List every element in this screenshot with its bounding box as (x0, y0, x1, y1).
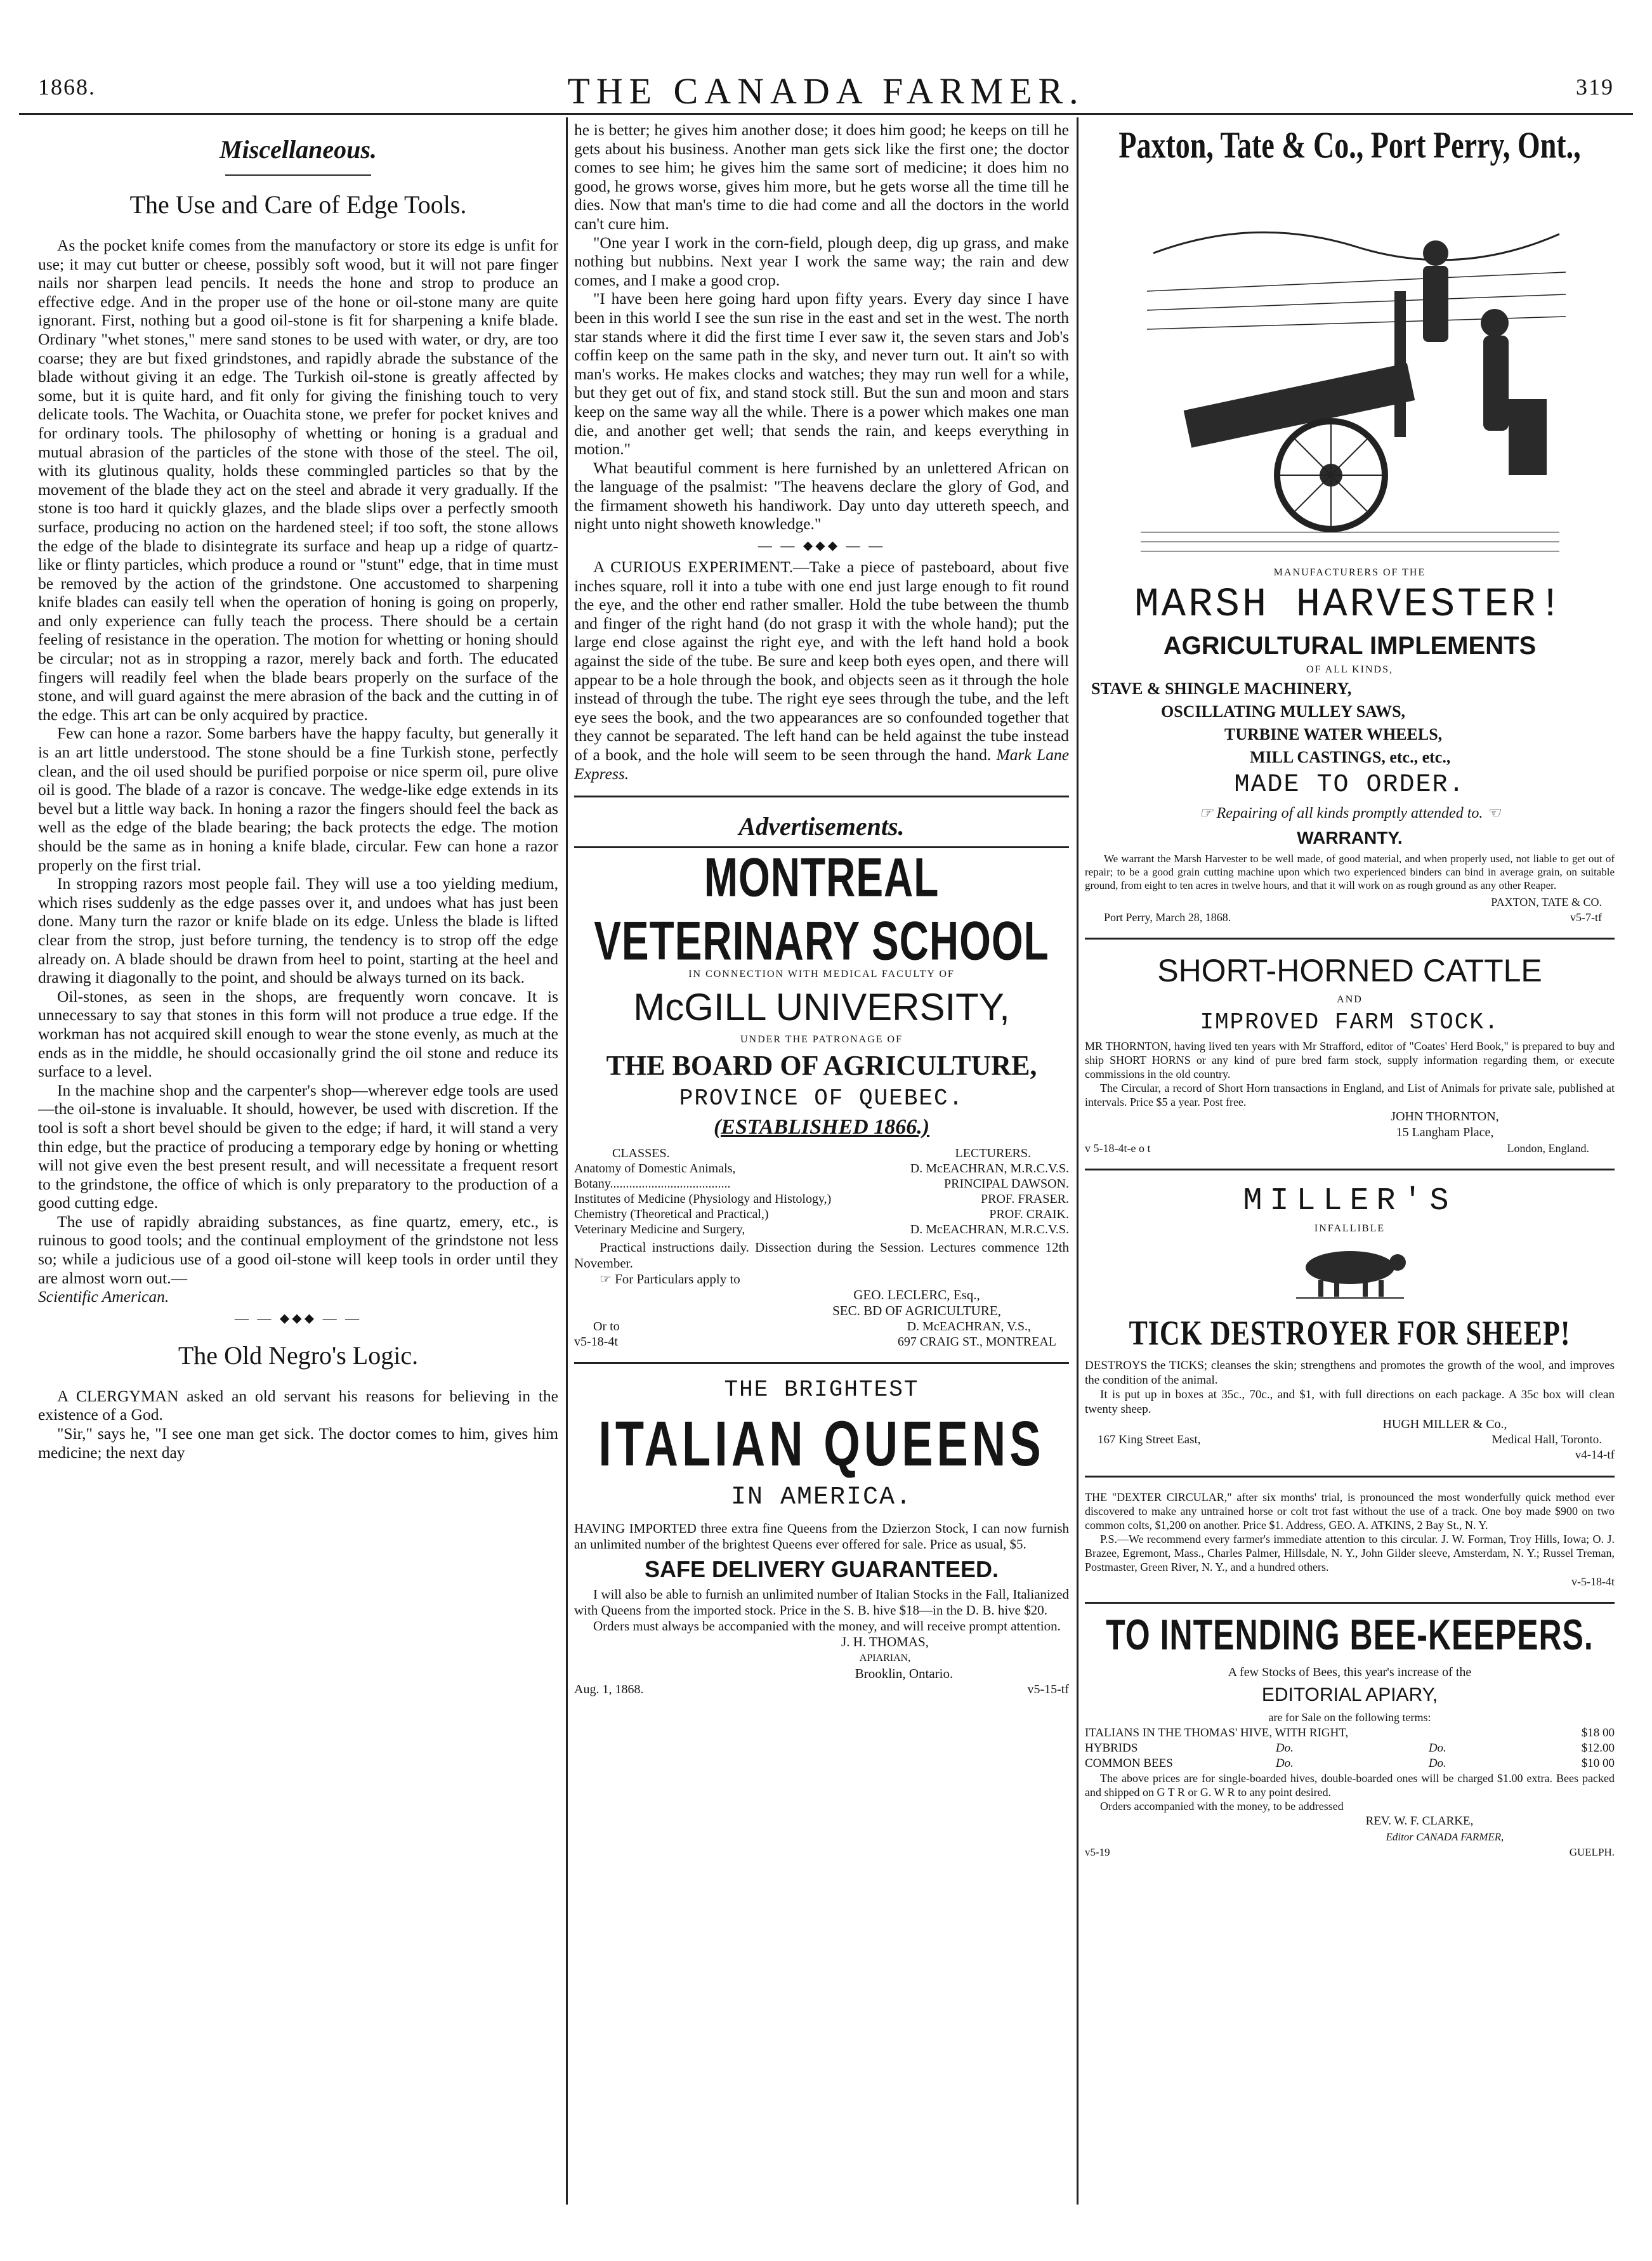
ad-vet-apply: ☞ For Particulars apply to (600, 1271, 740, 1287)
ad-cattle-text: MR THORNTON, having lived ten years with Mr Strafford, editor of "Coates' Herd Book," is prepared to buy and ship SHORT HORNS or any kind of pure bred farm stock, supply information regarding them, or execute commissions in the old country. (1085, 1040, 1615, 1080)
ad-address: Medical Hall, Toronto. (1491, 1433, 1602, 1446)
ad-paxton-all-kinds: OF ALL KINDS, (1306, 664, 1393, 675)
ad-paxton-harvester: MARSH HARVESTER! (1134, 582, 1565, 628)
table-row (574, 1222, 1069, 1237)
paragraph: Few can hone a razor. Some barbers have the happy faculty, but generally it is an art little understood. The stone should be a fine Turkish stone, perfectly clean, and the oil used should be purified porpoise or nice sperm oil, pure olive oil is good. The blade of a razor is concave. The wedge-like edge extends in its bevel but a little way back. In honing a razor the fingers should feel the back as well as the edge of the blade bearing; the back protects the edge. The motion should be the same as in honing a knife blade, circular. Few can hone a razor properly on the first trial. (38, 724, 558, 874)
ad-queens-text: HAVING IMPORTED three extra fine Queens from the Dzierzon Stock, I can now furnish an unlimited number of the brightest Queens ever offered for sale. Price as usual, $5. (574, 1521, 1069, 1552)
ad-dexter-ps: P.S.—We recommend every farmer's immediate attention to this circular. J. W. Forman, Troy Hills, Iowa; O. J. Brazee, Egremont, Mass., Charles Palmer, Hillsdale, N. Y., John Gilder sleeve, Amsterdam, N. Y.; Russel Treman, Postmaster, Green River, N. Y., and a hundred others. (1085, 1533, 1615, 1573)
ad-short-horned-cattle (1085, 952, 1615, 1156)
bee-type: HYBRIDS (1085, 1741, 1138, 1755)
article-title-edge-tools: The Use and Care of Edge Tools. (129, 190, 467, 219)
bee-price: $18 00 (1581, 1726, 1615, 1740)
ad-vet-title: MONTREAL VETERINARY SCHOOL (594, 846, 1049, 972)
ad-paxton-footer (1085, 910, 1615, 925)
paragraph: In stropping razors most people fail. They will use a too yielding medium, which rises suddenly as the edge passes over it, and undoes what has just been done. Many turn the razor or knife blade on its edge. Unless the blade is lifted clear from the strop, just before turning, the tendency is to strop off the edge already on. A blade should be drawn from heel to point, starting at the heel and drawing it diagonally to the point, and should be always turned on its back. (38, 874, 558, 987)
ad-bees-terms: are for Sale on the following terms: (1268, 1711, 1431, 1724)
lecturers-heading: LECTURERS. (955, 1146, 1031, 1161)
experiment-credit: Mark Lane Express. (574, 745, 1069, 783)
ad-code: v5-18-4t (574, 1335, 618, 1349)
ad-miller-tick: TICK DESTROYER FOR SHEEP! (1129, 1313, 1571, 1353)
article-body-negro-logic (38, 1387, 558, 1462)
sheep-icon (1290, 1241, 1410, 1301)
ad-bees-text2: Orders accompanied with the money, to be addressed (1100, 1800, 1344, 1812)
lecturer-name: PRINCIPAL DAWSON. (944, 1177, 1069, 1191)
article-body-edge-tools (38, 236, 558, 1306)
ad-queens-title2: APIARIAN, (859, 1653, 911, 1664)
table-row (1085, 1756, 1615, 1771)
paragraph: What beautiful comment is here furnished by an unlettered African on the language of the psalmist: "The heavens declare the glory of God, and the firmament showeth his handiwork. Day unto day uttereth speech, and night unto night showeth knowledge." (574, 458, 1069, 534)
bee-price: $12.00 (1581, 1741, 1615, 1755)
ad-paxton-made: MADE TO ORDER. (1234, 771, 1465, 799)
ad-code: v5-19 (1085, 1846, 1110, 1858)
ad-queens-text2: I will also be able to furnish an unlimited number of Italian Stocks in the Fall, Italianized with Queens from the imported stock. Price in the S. B. hive $18—in the D. B. hive $20. (574, 1587, 1069, 1618)
ad-vet-columns-head (574, 1146, 1069, 1161)
ornament-divider: — — ⬥⬥⬥ — — (234, 1309, 362, 1326)
ad-date: Port Perry, March 28, 1868. (1104, 911, 1231, 924)
lecturer-name: PROF. FRASER. (980, 1192, 1069, 1207)
ditto: Do. (1275, 1757, 1294, 1770)
table-row (574, 1191, 1069, 1207)
ad-paxton-line: OSCILLATING MULLEY SAWS, (1161, 702, 1406, 721)
paragraph: In the machine shop and the carpenter's shop—wherever edge tools are used—the oil-stone is invaluable. It should, however, be used with discretion. If the tool is soft a short bevel should be given to the edge; if hard, it will stand a very thin edge, but the practice of producing a temporary edge by honing or whetting will not give even the best present result, and will necessitate a frequent resort to the grindstone, the office of which is only preparatory to the production of a good cutting edge. (38, 1080, 558, 1212)
class-name: Veterinary Medicine and Surgery, (574, 1222, 745, 1237)
bee-type: ITALIANS IN THE THOMAS' HIVE, WITH RIGHT, (1085, 1726, 1349, 1740)
column-middle (574, 121, 1069, 2195)
table-row (1085, 1726, 1615, 1741)
ad-bees-intro: A few Stocks of Bees, this year's increase of the (1228, 1665, 1472, 1679)
repairing-text: Repairing of all kinds promptly attended to. (1216, 805, 1483, 822)
lecturer-name: D. McEACHRAN, M.R.C.V.S. (910, 1162, 1069, 1176)
ad-bees-footer (1085, 1845, 1615, 1860)
experiment-lead: A CURIOUS EXPERIMENT. (593, 558, 794, 577)
ad-dexter-text: THE "DEXTER CIRCULAR," after six months' trial, is pronounced the most wonderfully quick method ever discovered to make any untrained horse or colt trot fast without the use of a track. One boy made $900 on two common colts, $1,200 on another. Price $1. Address, GEO. A. ATKINS, 2 Bay St., N. Y. (1085, 1491, 1615, 1531)
table-row (574, 1176, 1069, 1191)
ad-miller-infallible: INFALLIBLE (1314, 1223, 1386, 1234)
ad-cattle-footer (1085, 1141, 1615, 1156)
table-row (574, 1161, 1069, 1176)
ad-paxton-manufacturers: MANUFACTURERS OF THE (1273, 567, 1426, 578)
ad-bees-apiary: EDITORIAL APIARY, (1261, 1684, 1438, 1705)
divider (574, 1362, 1069, 1364)
article-continued (574, 121, 1069, 534)
ad-bees-price-table (1085, 1726, 1615, 1771)
ad-miller-name: HUGH MILLER & Co., (1382, 1417, 1507, 1431)
article-credit: Scientific American. (38, 1287, 169, 1306)
ad-paxton-warranty-head: WARRANTY. (1297, 828, 1403, 848)
ad-paxton-warranty: We warrant the Marsh Harvester to be well made, of good material, and when properly used, not liable to get out of repair; to be a good grain cutting machine upon which two experienced binders can bind in average grain, on suitable ground, from eight to ten acres in twelve hours, and that it will work on as rough ground as any other Reaper. (1085, 853, 1615, 891)
ad-cattle-text2: The Circular, a record of Short Horn transactions in England, and List of Animals for private sale, published at intervals. Price $5 a year. Post free. (1085, 1082, 1615, 1108)
paragraph: A CLERGYMAN asked an old servant his reasons for believing in the existence of a God. (38, 1386, 558, 1424)
ad-code: v-5-18-4t (1571, 1575, 1615, 1588)
ad-vet-province: PROVINCE OF QUEBEC. (679, 1085, 964, 1112)
ad-cattle-title: SHORT-HORNED CATTLE (1157, 953, 1542, 988)
ad-cattle-addr1: 15 Langham Place, (1396, 1125, 1494, 1139)
divider (1085, 1476, 1615, 1478)
ad-vet-contact1: GEO. LECLERC, Esq., (853, 1287, 980, 1303)
ad-queens-safe: SAFE DELIVERY GUARANTEED. (644, 1556, 999, 1583)
lecturer-name: D. McEACHRAN, M.R.C.V.S. (910, 1222, 1069, 1237)
paragraph: "One year I work in the corn-field, plough deep, dig up grass, and make nothing but nubbins. Next year I work the same way; the rain and dew comes, and I make a good crop. (574, 233, 1069, 289)
ad-code: v4-14-tf (1575, 1448, 1615, 1462)
column-divider-2 (1077, 117, 1078, 2205)
header-page-number: 319 (1576, 74, 1614, 100)
section-heading: Miscellaneous. (220, 135, 377, 164)
ad-paxton-signature-row (1085, 892, 1615, 910)
ad-paxton-title: Paxton, Tate & Co., Port Perry, Ont., (1118, 124, 1581, 166)
advertisements-heading: Advertisements. (738, 812, 905, 841)
ornament-divider: — — ⬥⬥⬥ — — (757, 537, 886, 554)
ad-queens-post: IN AMERICA. (730, 1483, 913, 1512)
ad-miller-text2: It is put up in boxes at 35c., 70c., and $1, with full directions on each package. A 35c box will clean twenty sheep. (1085, 1388, 1615, 1416)
classes-heading: CLASSES. (612, 1146, 670, 1161)
ad-bees-text: The above prices are for single-boarded hives, double-boarded ones will be charged $1.00 extra. Bees packed and shipped on G T R or G. W R to any point desired. (1085, 1772, 1615, 1799)
ditto: Do. (1275, 1741, 1294, 1755)
ad-italian-queens (574, 1377, 1069, 1697)
ad-code: v 5-18-4t-e o t (1085, 1142, 1151, 1155)
table-row (1085, 1741, 1615, 1756)
ad-vet-connection: IN CONNECTION WITH MEDICAL FACULTY OF (688, 969, 955, 980)
ad-paxton-line: TURBINE WATER WHEELS, (1224, 725, 1443, 744)
paragraph: The use of rapidly abraiding substances, as fine quartz, emery, etc., is ruinous to good tools; and the continual employment of the grindstone not less so; while a judicious use of a good oil-stone will keep tools in order until they are almost worn out.— (38, 1212, 558, 1287)
ad-vet-practical: Practical instructions daily. Dissection during the Session. Lectures commence 12th November. (574, 1240, 1069, 1271)
column-advertisements (1085, 121, 1615, 2195)
ad-millers-tick-destroyer (1085, 1183, 1615, 1463)
apply-text: For Particulars apply to (615, 1271, 740, 1287)
harvester-engraving (1128, 177, 1572, 558)
page-header (19, 57, 1633, 114)
ad-address: London, England. (1507, 1142, 1589, 1155)
article-title-negro-logic: The Old Negro's Logic. (178, 1340, 419, 1370)
paragraph: "Sir," says he, "I see one man get sick. The doctor comes to him, gives him medicine; the next day (38, 1424, 558, 1462)
paragraph: As the pocket knife comes from the manufactory or store its edge is unfit for use; it may cut butter or cheese, possibly soft wood, but it will not pare finger nails nor sharpen lead pencils. It needs the hone and strop to produce an effective edge. And in the proper use of the hone or oil-stone many are quite ignorant. First, nothing but a good oil-stone is fit for sharpening a knife blade. Ordinary "whet stones," mere sand stones to be used with water, or dry, are too coarse; they are but fixed grindstones, and rapidly abrade the substance of the blade without giving it an edge. The Turkish oil-stone is greatly affected by some, but it is quite hard, and fit only for giving the finishing touch to very delicate tools. The Wachita, or Ouachita stone, we prefer for pocket knives and for ordinary tools. The philosophy of whetting or honing is a gradual and mutual abrasion of the particles of the stone with those of the steel. The oil, with its glutinous quality, holds these commingled particles so that by the movement of the blade they act on the steel and abrade it very gradually. If the stone is too hard it quickly glazes, and the blade slips over a perfectly smooth surface, producing no action on the hardened steel; if too soft, the stone allows the edge of the blade to disintegrate its surface and heap up a ridge of quartz-like or flinty particles, which produce a round or "stunt" edge, that in time must be removed by the action of the grindstone. One accustomed to sharpening knife blades can easily tell when the operation of honing is going on properly, and only experience can fully teach the process. There should be a certain feeling of resistance in the operation. The motion for whetting or honing should be circular; not as in stropping a razor, merely back and forth. The educated fingers will readily feel when the blade bears properly on the surface of the stone, and will guard against the mere abrasion of the back and the cutting in of the edge. This art can be only acquired by practice. (38, 236, 558, 724)
ad-queens-place: Brooklin, Ontario. (855, 1666, 954, 1682)
ad-queens-pre: THE BRIGHTEST (724, 1377, 919, 1403)
ad-queens-footer (574, 1682, 1069, 1697)
header-rule (19, 113, 1633, 115)
ad-vet-contact2: SEC. BD OF AGRICULTURE, (832, 1303, 1001, 1319)
ad-dexter-footer (1085, 1574, 1615, 1589)
divider (574, 796, 1069, 797)
ad-veterinary-school (574, 846, 1069, 1349)
column-miscellaneous (38, 121, 558, 2195)
paragraph: "I have been here going hard upon fifty years. Every day since I have been in this world I see the sun rise in the east and set in the west. The north star stands where it did the first time I ever saw it, the seven stars and Job's coffin keep on the same path in the sky, and never turn out. It ain't so with man's works. He makes clocks and watches; they may run well for a while, but they get out of fix, and stand stock still. But the sun and moon and stars keep on the same way all the while. There is a power which makes one man die, and another get well; that sends the rain, and keeps everything in motion." (574, 289, 1069, 459)
ad-vet-or-row (574, 1319, 1069, 1334)
ad-vet-table (574, 1161, 1069, 1237)
ad-cattle-name: JOHN THORNTON, (1391, 1110, 1499, 1124)
ad-paxton-line: STAVE & SHINGLE MACHINERY, (1091, 679, 1352, 698)
contact4: 697 CRAIG ST., MONTREAL (897, 1335, 1056, 1349)
ad-miller-title: MILLER'S (1243, 1183, 1457, 1219)
bee-type: COMMON BEES (1085, 1757, 1173, 1770)
ad-date: Aug. 1, 1868. (574, 1682, 644, 1697)
ad-miller-footer (1085, 1448, 1615, 1463)
ad-miller-address-row (1085, 1432, 1615, 1448)
ad-cattle-and: AND (1337, 994, 1363, 1005)
ad-dexter-circular (1085, 1490, 1615, 1589)
ad-signature: PAXTON, TATE & CO. (1491, 896, 1602, 908)
ad-address: 167 King Street East, (1098, 1433, 1201, 1446)
ad-vet-code-row (574, 1334, 1069, 1349)
class-name: Botany...................................... (574, 1177, 731, 1191)
contact3: D. McEACHRAN, V.S., (907, 1320, 1031, 1334)
or-to: Or to (593, 1320, 620, 1334)
column-divider-1 (566, 117, 568, 2205)
ad-queens-text3: Orders must always be accompanied with the money, and will receive prompt attention. (593, 1618, 1061, 1634)
ad-place: GUELPH. (1569, 1846, 1615, 1858)
ad-code: v5-7-tf (1570, 911, 1602, 924)
ad-miller-text: DESTROYS the TICKS; cleanses the skin; strengthens and promotes the growth of the wool, and improves the condition of the animal. (1085, 1359, 1615, 1387)
ad-code: v5-15-tf (1027, 1682, 1069, 1697)
header-title: THE CANADA FARMER. (567, 70, 1085, 112)
ad-vet-board: THE BOARD OF AGRICULTURE, (606, 1050, 1037, 1082)
ad-bees-name: REV. W. F. CLARKE, (1365, 1814, 1474, 1828)
table-row (574, 1207, 1069, 1222)
ad-paxton-implements: AGRICULTURAL IMPLEMENTS (1163, 632, 1537, 660)
ad-paxton-line: MILL CASTINGS, etc., etc., (1250, 748, 1451, 766)
ad-vet-established: (ESTABLISHED 1866.) (713, 1115, 930, 1139)
ad-bee-keepers (1085, 1611, 1615, 1860)
divider (1085, 1169, 1615, 1170)
ad-queens-name: J. H. THOMAS, (841, 1634, 929, 1650)
class-name: Institutes of Medicine (Physiology and Histology,) (574, 1192, 832, 1207)
divider (1085, 1602, 1615, 1604)
ad-paxton-tate (1085, 124, 1615, 925)
lecturer-name: PROF. CRAIK. (989, 1207, 1069, 1222)
paragraph: he is better; he gives him another dose; it does him good; he keeps on till he gets about his business. Another man gets sick like the first one; the doctor comes to see him; he gives him the same sort of medicine; it does him no good, he grows worse, gives him more, but he gets worse all the time till he dies. Now that man's time to die had come and all the doctors in the world can't cure him. (574, 121, 1069, 233)
curious-experiment (574, 558, 1069, 783)
experiment-text: —Take a piece of pasteboard, about five inches square, roll it into a tube with one end just large enough to fit round the eye, and the other end rather smaller. Hold the tube between the thumb and finger of the right hand (do not grasp it with the whole hand); put the large end close against the right eye, and with the left hand hold a book against the side of the tube. Be sure and keep both eyes open, and there will appear to be a hole through the book, and objects seen as it through the hole instead of through the tube. The right eye sees through the tube, and the left eye sees the book, and the two appearances are so confounded together that they cannot be separated. The left hand can be held against the tube instead of a book, and the hole will seem to be seen through the hand. (574, 558, 1069, 764)
ad-paxton-repairing: ☞ Repairing of all kinds promptly attended to. ☜ (1199, 805, 1500, 822)
ad-bees-title: TO INTENDING BEE-KEEPERS. (1106, 1611, 1594, 1659)
paragraph: Oil-stones, as seen in the shops, are frequently worn concave. It is unnecessary to say that stones in this form will not produce a true edge. If the workman has not acquired skill enough to wear the stone evenly, as much at the ends as in the middle, he should occasionally grind the oil stone and reduce its surface to a level. (38, 986, 558, 1081)
header-year: 1868. (38, 74, 96, 100)
ditto: Do. (1428, 1757, 1446, 1770)
ditto: Do. (1428, 1741, 1446, 1755)
divider (225, 174, 371, 176)
ad-cattle-subtitle: IMPROVED FARM STOCK. (1200, 1009, 1500, 1035)
bee-price: $10 00 (1581, 1757, 1615, 1770)
ad-vet-patronage: UNDER THE PATRONAGE OF (740, 1034, 903, 1045)
ad-vet-university: McGILL UNIVERSITY, (633, 986, 1010, 1029)
ad-bees-editor: Editor CANADA FARMER, (1386, 1831, 1504, 1843)
class-name: Anatomy of Domestic Animals, (574, 1162, 736, 1176)
class-name: Chemistry (Theoretical and Practical,) (574, 1207, 769, 1222)
divider (1085, 938, 1615, 940)
ad-queens-title: ITALIAN QUEENS (598, 1408, 1045, 1479)
